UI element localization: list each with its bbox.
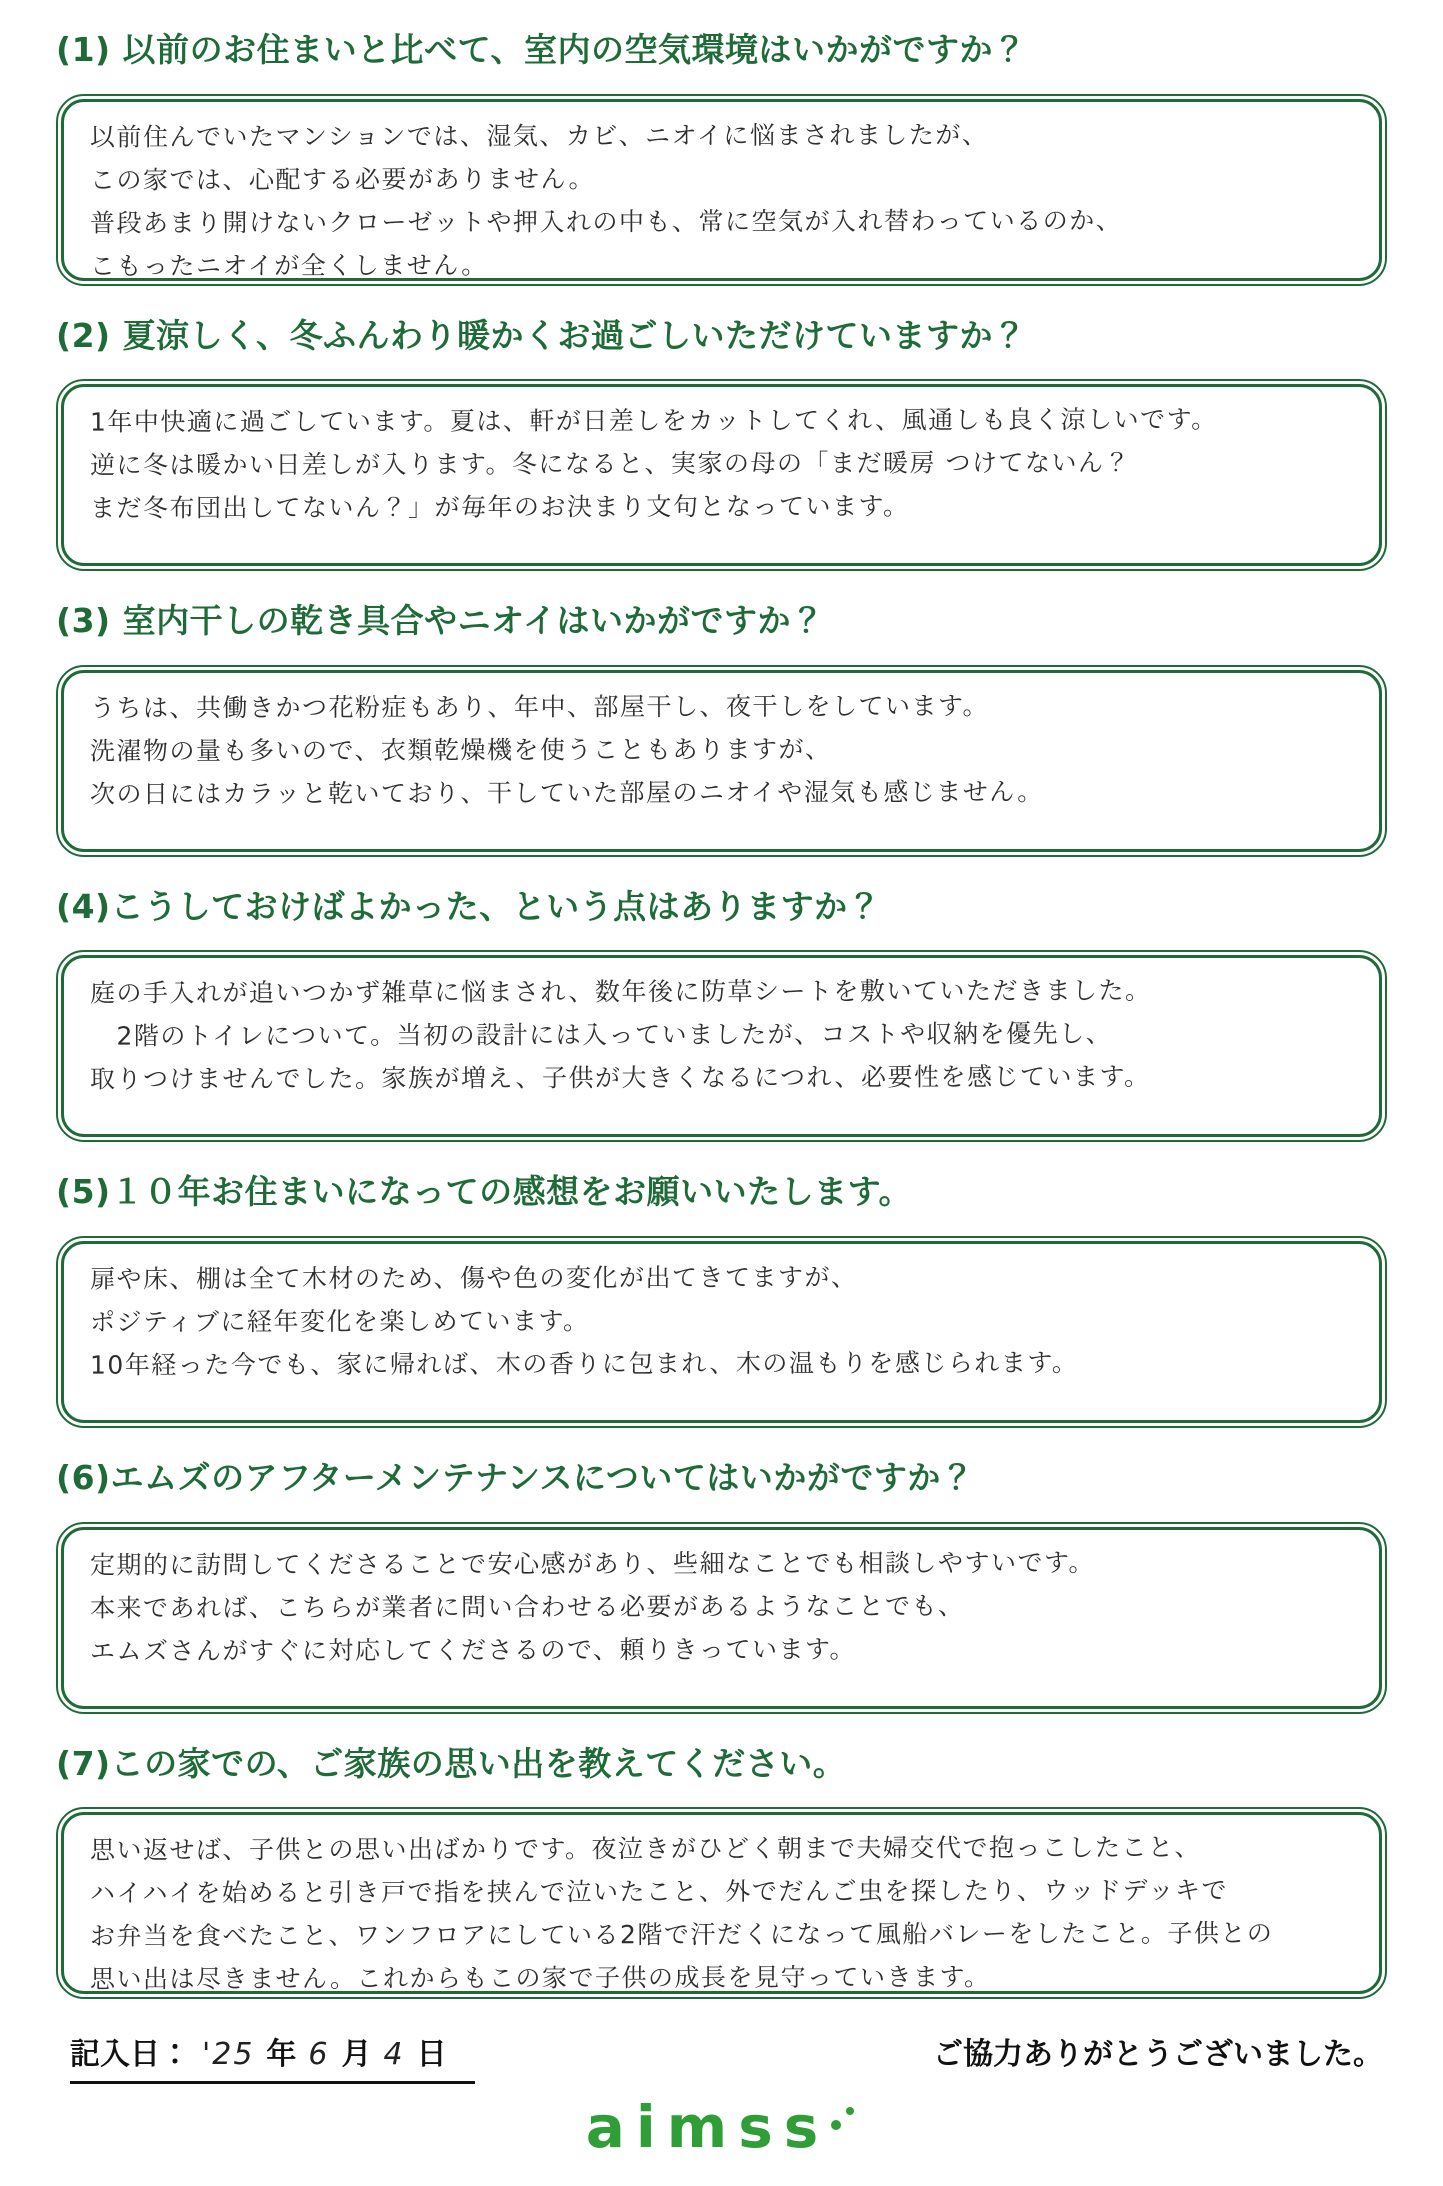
answer-content xyxy=(58,952,1385,1099)
answer-line: 庭の手入れが追いつかず雑草に悩まされ、数年後に防草シートを敷いていただきました。 xyxy=(89,976,1152,1009)
answer-line: うちは、共働きかつ花粉症もあり、年中、部屋干し、夜干しをしています。 xyxy=(89,691,990,723)
date-field xyxy=(70,2029,475,2084)
question-block-4 xyxy=(56,887,1387,1143)
answer-box xyxy=(56,1807,1387,1999)
answer-content xyxy=(58,667,1385,814)
answer-line: こもったニオイが全くしません。 xyxy=(89,250,488,281)
question-heading: (1) 以前のお住まいと比べて、室内の空気環境はいかがですか？ xyxy=(56,30,1027,69)
answer-content xyxy=(58,381,1385,528)
question-block-2 xyxy=(56,316,1387,572)
date-label: 記入日： xyxy=(70,2037,190,2073)
answer-line: まだ冬布団出してないん？」が毎年のお決まり文句となっています。 xyxy=(89,491,910,523)
date-year-value: '25 xyxy=(202,2037,255,2073)
answer-line: 思い返せば、子供との思い出ばかりです。夜泣きがひどく朝まで夫婦交代で抱っこしたこと、 xyxy=(89,1832,1202,1865)
question-block-5 xyxy=(56,1172,1387,1428)
question-heading: (3) 室内干しの乾き具合やニオイはいかがですか？ xyxy=(56,601,825,641)
answer-line: お弁当を食べたこと、ワンフロアにしている2階で汗だくになって風船バレーをしたこと。子供との xyxy=(89,1918,1274,1951)
answer-line: 本来であれば、こちらが業者に問い合わせる必要があるようなことでも、 xyxy=(89,1590,965,1623)
answer-box xyxy=(56,1236,1387,1428)
question-block-3 xyxy=(56,601,1387,857)
date-year-unit: 年 xyxy=(266,2037,297,2073)
logo-dots-icon xyxy=(829,2098,857,2156)
answer-content xyxy=(58,1524,1385,1671)
answer-line: ハイハイを始めると引き戸で指を挟んで泣いたこと、外でだんご虫を探したり、ウッドデッキで xyxy=(89,1875,1229,1908)
answer-line: 次の日にはカラッと乾いており、干していた部屋のニオイや湿気も感じません。 xyxy=(89,776,1044,809)
answer-box xyxy=(56,950,1387,1142)
answer-line: 逆に冬は暖かい日差しが入ります。冬になると、実家の母の「まだ暖房 つけてないん？ xyxy=(89,448,1131,480)
answer-line: 洗濯物の量も多いので、衣類乾燥機を使うこともありますが、 xyxy=(89,734,832,766)
date-month-unit: 月 xyxy=(341,2037,372,2073)
answer-content xyxy=(58,96,1385,286)
question-heading: (7)この家での、ご家族の思い出を教えてください。 xyxy=(56,1743,847,1783)
question-heading: (6)エムズのアフターメンテナンスについてはいかがですか？ xyxy=(56,1457,975,1497)
logo-text: aimss xyxy=(585,2093,830,2162)
question-heading: (4)こうしておけばよかった、という点はありますか？ xyxy=(56,886,882,926)
answer-line: 扉や床、棚は全て木材のため、傷や色の変化が出てきてますが、 xyxy=(89,1262,858,1294)
logo-row xyxy=(56,2093,1387,2162)
answer-line: 1年中快適に過ごしています。夏は、軒が日差しをカットしてくれ、風通しも良く涼しいです。 xyxy=(89,404,1218,437)
date-day-value: 4 xyxy=(383,2037,405,2073)
aimss-logo xyxy=(585,2093,858,2162)
answer-line: ポジティブに経年変化を楽しめています。 xyxy=(89,1306,590,1337)
answer-box xyxy=(56,665,1387,857)
question-block-6 xyxy=(56,1458,1387,1714)
date-month-value: 6 xyxy=(308,2037,330,2073)
answer-content xyxy=(58,1238,1385,1385)
answer-line: 以前住んでいたマンションでは、湿気、カビ、ニオイに悩まされましたが、 xyxy=(89,119,989,152)
answer-line: 2階のトイレについて。当初の設計には入っていましたが、コストや収納を優先し、 xyxy=(89,1019,1113,1052)
question-block-7 xyxy=(56,1744,1387,2000)
answer-line: この家では、心配する必要がありません。 xyxy=(89,163,596,195)
question-block-1 xyxy=(56,30,1387,286)
date-day-unit: 日 xyxy=(416,2037,447,2073)
answer-content xyxy=(58,1809,1385,1999)
answer-box xyxy=(56,1522,1387,1714)
thanks-message: ご協力ありがとうございました。 xyxy=(933,2037,1383,2073)
answer-line: 普段あまり開けないクローゼットや押入れの中も、常に空気が入れ替わっているのか、 xyxy=(89,205,1123,238)
answer-box xyxy=(56,379,1387,571)
answer-line: 10年経った今でも、家に帰れば、木の香りに包まれ、木の温もりを感じられます。 xyxy=(89,1348,1079,1380)
answer-line: 思い出は尽きません。これからもこの家で子供の成長を見守っていきます。 xyxy=(89,1962,991,1994)
answer-line: 定期的に訪問してくださることで安心感があり、些細なことでも相談しやすいです。 xyxy=(89,1547,1096,1580)
answer-line: エムズさんがすぐに対応してくださるので、頼りきっています。 xyxy=(89,1634,857,1666)
answer-box xyxy=(56,94,1387,286)
answer-line: 取りつけませんでした。家族が増え、子供が大きくなるにつれ、必要性を感じています。 xyxy=(89,1062,1151,1095)
footer xyxy=(56,2029,1387,2084)
question-heading: (2) 夏涼しく、冬ふんわり暖かくお過ごしいただけていますか？ xyxy=(56,315,1027,355)
question-heading: (5)１０年お住まいになっての感想をお願いいたします。 xyxy=(56,1172,912,1212)
